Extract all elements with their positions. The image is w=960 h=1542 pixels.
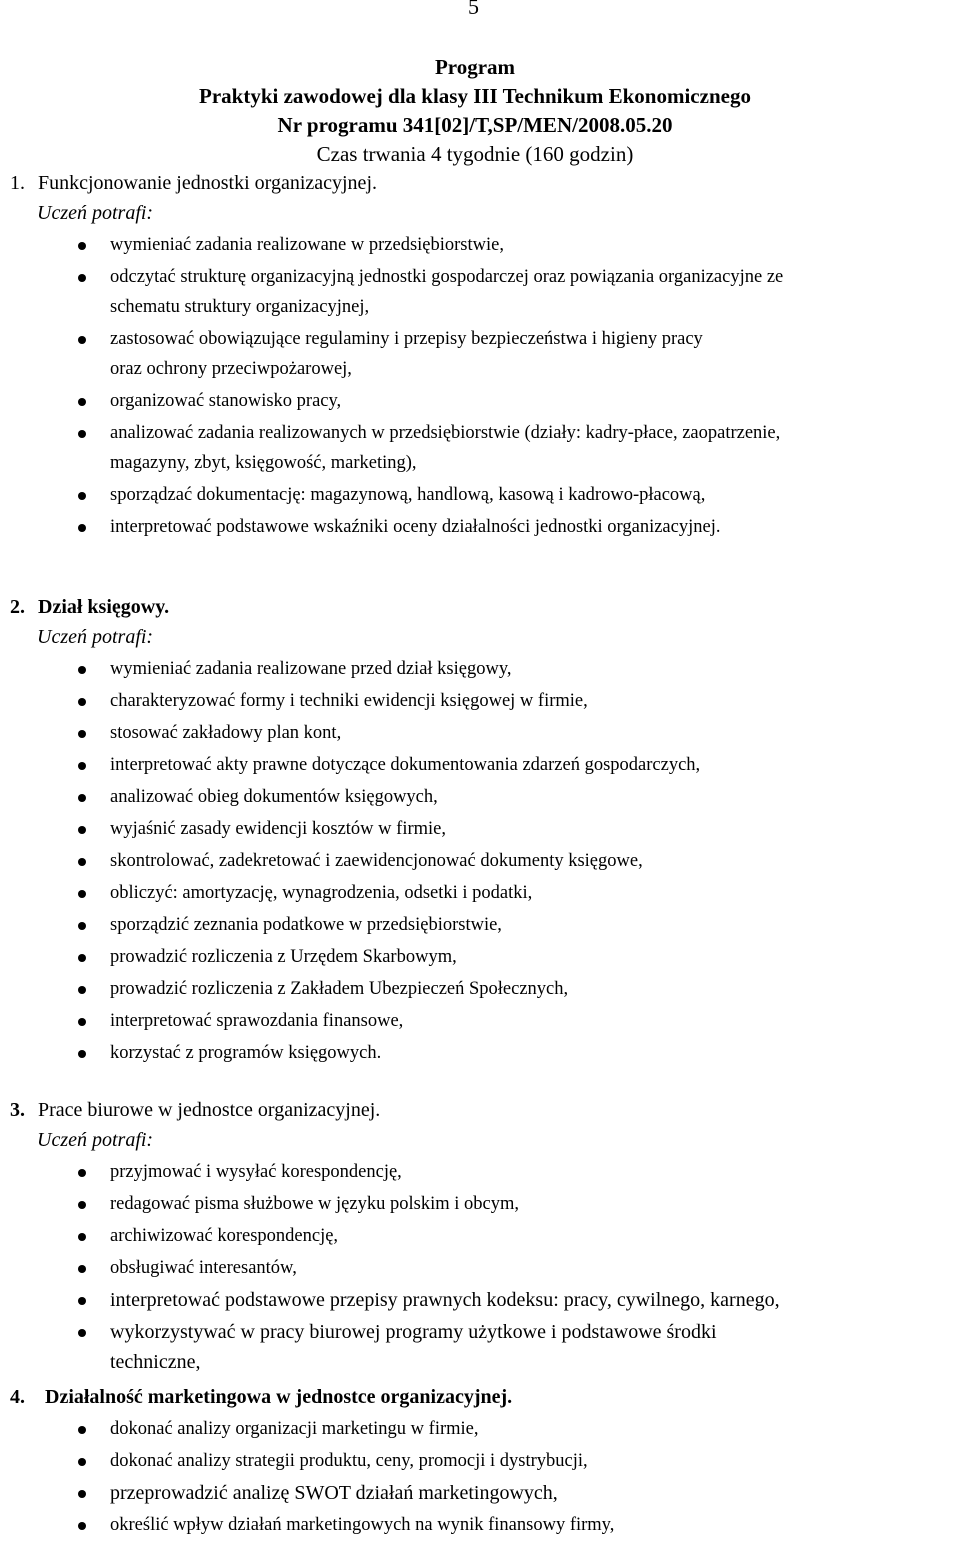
list-item <box>0 972 960 1004</box>
list-item <box>0 876 960 908</box>
document-header <box>0 53 950 169</box>
bullet-icon <box>78 922 86 930</box>
header-duration: Czas trwania 4 tygodnie (160 godzin) <box>316 142 634 166</box>
bullet-icon <box>78 954 86 962</box>
list-item-text: obsługiwać interesantów, <box>110 1258 297 1278</box>
bullet-icon <box>78 430 86 438</box>
section-list <box>0 652 960 1068</box>
list-item-text: charakteryzować formy i techniki ewidencji księgowej w firmie, <box>110 691 588 711</box>
list-item <box>0 1444 960 1476</box>
bullet-icon <box>78 242 86 250</box>
bullet-icon <box>78 1297 86 1305</box>
list-item-text: stosować zakładowy plan kont, <box>110 723 342 743</box>
list-item <box>0 780 960 812</box>
section-subtitle: Uczeń potrafi: <box>37 202 154 224</box>
list-item-text: organizować stanowisko pracy, <box>110 391 342 411</box>
bullet-icon <box>78 826 86 834</box>
list-item <box>0 1476 960 1508</box>
list-item-continuation: magazyny, zbyt, księgowość, marketing), <box>110 453 417 473</box>
list-item <box>0 844 960 876</box>
section-number: 1. <box>10 172 25 194</box>
list-item-text: prowadzić rozliczenia z Zakładem Ubezpieczeń Społecznych, <box>110 979 569 999</box>
section-number: 3. <box>10 1099 25 1121</box>
bullet-icon <box>78 730 86 738</box>
bullet-icon <box>78 666 86 674</box>
section-2 <box>0 592 960 1068</box>
bullet-icon <box>78 1329 86 1337</box>
list-item <box>0 1412 960 1444</box>
section-3 <box>0 1095 960 1377</box>
list-item <box>0 1219 960 1251</box>
section-subtitle: Uczeń potrafi: <box>37 626 154 648</box>
section-heading: Prace biurowe w jednostce organizacyjnej. <box>38 1099 381 1121</box>
list-item <box>0 1155 960 1187</box>
section-heading: Dział księgowy. <box>38 596 170 618</box>
list-item <box>0 322 960 384</box>
section-heading: Funkcjonowanie jednostki organizacyjnej. <box>38 172 377 194</box>
list-item <box>0 940 960 972</box>
section-title <box>0 1382 960 1412</box>
list-item <box>0 510 960 542</box>
list-item <box>0 1036 960 1068</box>
bullet-icon <box>78 398 86 406</box>
section-heading: Działalność marketingowa w jednostce organizacyjnej. <box>45 1386 513 1408</box>
list-item-text: zastosować obowiązujące regulaminy i przepisy bezpieczeństwa i higieny pracy <box>110 329 703 349</box>
header-program-number: Nr programu 341[02]/T,SP/MEN/2008.05.20 <box>277 113 673 137</box>
list-item <box>0 812 960 844</box>
list-item-text: interpretować akty prawne dotyczące dokumentowania zdarzeń gospodarczych, <box>110 755 701 775</box>
list-item <box>0 908 960 940</box>
section-list <box>0 228 960 542</box>
bullet-icon <box>78 524 86 532</box>
bullet-icon <box>78 1233 86 1241</box>
bullet-icon <box>78 858 86 866</box>
section-4 <box>0 1382 960 1540</box>
bullet-icon <box>78 1426 86 1434</box>
section-list <box>0 1412 960 1540</box>
bullet-icon <box>78 1522 86 1530</box>
bullet-icon <box>78 1018 86 1026</box>
list-item-text: wymieniać zadania realizowane przed dział księgowy, <box>110 659 512 679</box>
bullet-icon <box>78 274 86 282</box>
header-title: Praktyki zawodowej dla klasy III Technikum Ekonomicznego <box>199 84 751 108</box>
list-item <box>0 716 960 748</box>
bullet-icon <box>78 794 86 802</box>
list-item-text: interpretować sprawozdania finansowe, <box>110 1011 404 1031</box>
list-item <box>0 1187 960 1219</box>
list-item-text: skontrolować, zadekretować i zaewidencjonować dokumenty księgowe, <box>110 851 643 871</box>
section-subtitle: Uczeń potrafi: <box>37 1129 154 1151</box>
list-item-text: analizować obieg dokumentów księgowych, <box>110 787 438 807</box>
bullet-icon <box>78 698 86 706</box>
section-title <box>0 1095 960 1125</box>
list-item-text: dokonać analizy organizacji marketingu w firmie, <box>110 1419 479 1439</box>
list-item <box>0 416 960 478</box>
list-item <box>0 652 960 684</box>
list-item-text: określić wpływ działań marketingowych na wynik finansowy firmy, <box>110 1515 615 1535</box>
list-item-text: sporządzać dokumentację: magazynową, handlową, kasową i kadrowo-płacową, <box>110 485 706 505</box>
bullet-icon <box>78 1458 86 1466</box>
list-item-text: archiwizować korespondencję, <box>110 1226 339 1246</box>
list-item-continuation: schematu struktury organizacyjnej, <box>110 297 370 317</box>
page-number: 5 <box>468 0 479 19</box>
list-item-text: dokonać analizy strategii produktu, ceny, promocji i dystrybucji, <box>110 1451 588 1471</box>
list-item-text: korzystać z programów księgowych. <box>110 1043 382 1063</box>
list-item-text: redagować pisma służbowe w języku polskim i obcym, <box>110 1194 519 1214</box>
bullet-icon <box>78 492 86 500</box>
bullet-icon <box>78 762 86 770</box>
list-item-text: wymieniać zadania realizowane w przedsiębiorstwie, <box>110 235 504 255</box>
list-item <box>0 684 960 716</box>
bullet-icon <box>78 1050 86 1058</box>
section-number: 4. <box>10 1386 25 1408</box>
list-item-text: wykorzystywać w pracy biurowej programy użytkowe i podstawowe środki <box>110 1321 717 1343</box>
list-item-text: sporządzić zeznania podatkowe w przedsiębiorstwie, <box>110 915 502 935</box>
list-item-text: odczytać strukturę organizacyjną jednostki gospodarczej oraz powiązania organizacyjne ze <box>110 267 784 287</box>
list-item <box>0 384 960 416</box>
section-1 <box>0 168 960 542</box>
list-item-text: analizować zadania realizowanych w przedsiębiorstwie (działy: kadry-płace, zaopatrzenie, <box>110 423 781 443</box>
list-item <box>0 478 960 510</box>
bullet-icon <box>78 1490 86 1498</box>
list-item <box>0 1283 960 1315</box>
bullet-icon <box>78 890 86 898</box>
bullet-icon <box>78 1201 86 1209</box>
list-item-text: przeprowadzić analizę SWOT działań marketingowych, <box>110 1482 558 1504</box>
list-item-text: prowadzić rozliczenia z Urzędem Skarbowym, <box>110 947 457 967</box>
list-item-text: obliczyć: amortyzację, wynagrodzenia, odsetki i podatki, <box>110 883 533 903</box>
list-item <box>0 1508 960 1540</box>
list-item <box>0 748 960 780</box>
list-item <box>0 1315 960 1377</box>
bullet-icon <box>78 336 86 344</box>
list-item-continuation: techniczne, <box>110 1351 201 1373</box>
list-item-continuation: oraz ochrony przeciwpożarowej, <box>110 359 352 379</box>
list-item <box>0 1251 960 1283</box>
list-item-text: interpretować podstawowe przepisy prawnych kodeksu: pracy, cywilnego, karnego, <box>110 1289 780 1311</box>
section-number: 2. <box>10 596 25 618</box>
list-item <box>0 260 960 322</box>
list-item-text: wyjaśnić zasady ewidencji kosztów w firmie, <box>110 819 446 839</box>
section-title <box>0 592 960 622</box>
bullet-icon <box>78 986 86 994</box>
bullet-icon <box>78 1265 86 1273</box>
list-item <box>0 228 960 260</box>
list-item-text: przyjmować i wysyłać korespondencję, <box>110 1162 402 1182</box>
header-program: Program <box>434 55 516 79</box>
section-title <box>0 168 960 198</box>
list-item <box>0 1004 960 1036</box>
bullet-icon <box>78 1169 86 1177</box>
section-list <box>0 1155 960 1377</box>
list-item-text: interpretować podstawowe wskaźniki oceny działalności jednostki organizacyjnej. <box>110 517 721 537</box>
